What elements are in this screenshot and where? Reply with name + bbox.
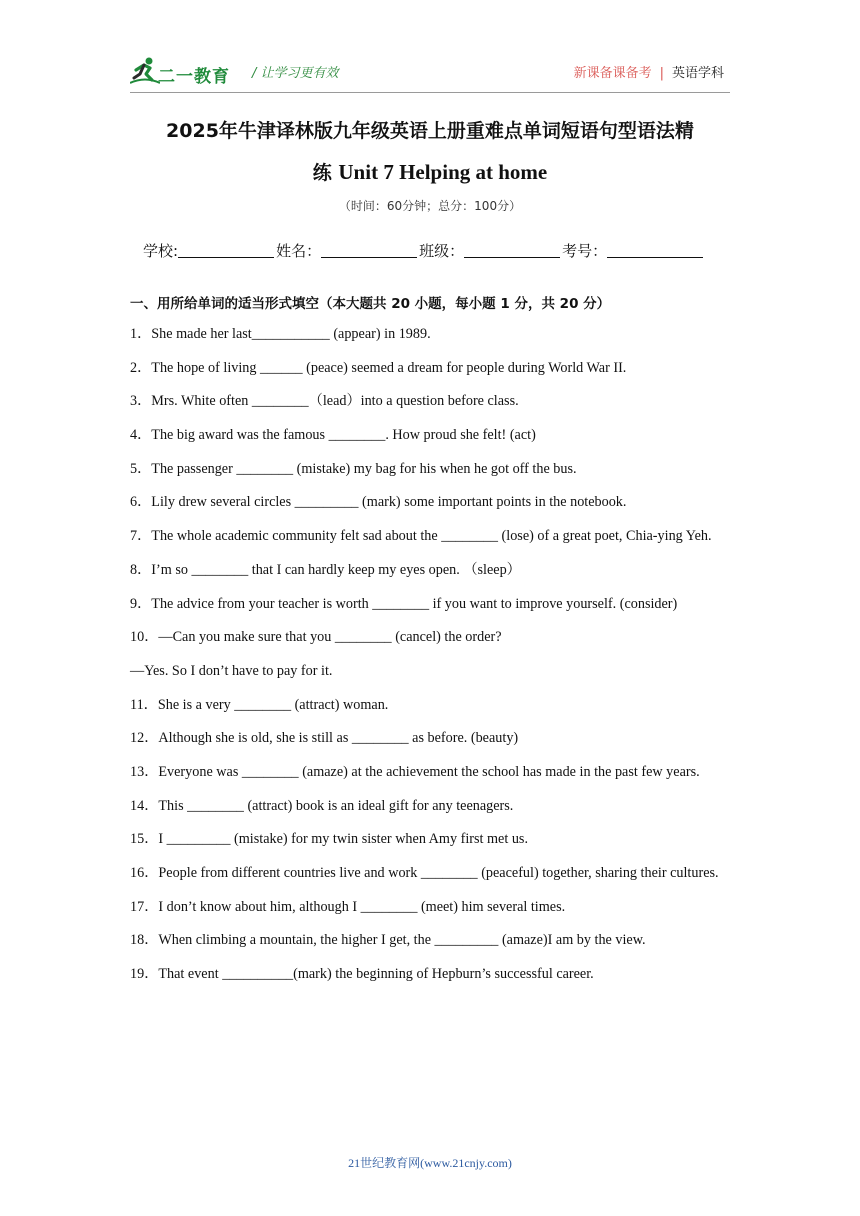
school-label: 学校: (143, 242, 179, 260)
question-13: 13．Everyone was ________ (amaze) at the achievement the school has made in the past few years. (130, 763, 700, 780)
school-blank[interactable] (178, 241, 274, 258)
title-line2-en: Unit 7 Helping at home (338, 160, 548, 184)
runner-logo-icon (130, 56, 160, 86)
exam-meta: （时间：60分钟；总分：100分） (338, 199, 522, 213)
slogan: / 让学习更有效 (252, 66, 339, 81)
class-blank[interactable] (464, 241, 560, 258)
question-1: 1．She made her last___________ (appear) in 1989. (130, 326, 431, 342)
header-subject-label: 英语学科 (671, 66, 724, 81)
question-19: 19．That event __________(mark) the beginning of Hepburn’s successful career. (130, 966, 594, 983)
question-18: 18．When climbing a mountain, the higher I get, the _________ (amaze)I am by the view. (130, 932, 646, 949)
header-right (574, 62, 724, 81)
question-2: 2．The hope of living ______ (peace) seemed a dream for people during World War II. (130, 359, 627, 376)
student-info-row (143, 240, 705, 261)
page-title-line2 (0, 158, 860, 185)
page-footer: 21世纪教育网(www.21cnjy.com) (348, 1156, 512, 1170)
question-5: 5．The passenger ________ (mistake) my bag for his when he got off the bus. (130, 460, 577, 477)
section-title: 一、用所给单词的适当形式填空（本大题共 20 小题，每小题 1 分，共 20 分） (130, 296, 611, 312)
question-9: 9．The advice from your teacher is worth ________ if you want to improve yourself. (consider) (130, 595, 678, 612)
page-header (130, 56, 730, 93)
logo-text: 二一教育 (158, 67, 230, 87)
title-line2-cn: 练 (312, 162, 339, 184)
question-10: 10．—Can you make sure that you ________ (cancel) the order? (130, 629, 502, 646)
question-12: 12．Although she is old, she is still as ________ as before. (beauty) (130, 730, 519, 747)
question-11: 11．She is a very ________ (attract) woman. (130, 696, 389, 713)
question-6: 6．Lily drew several circles _________ (mark) some important points in the notebook. (130, 494, 627, 511)
number-blank[interactable] (607, 241, 703, 258)
question-14: 14．This ________ (attract) book is an ideal gift for any teenagers. (130, 797, 514, 814)
name-label: 姓名： (276, 242, 322, 260)
question-3: 3．Mrs. White often ________（lead）into a question before class. (130, 393, 519, 410)
question-4: 4．The big award was the famous ________. How proud she felt! (act) (130, 427, 536, 444)
number-label: 考号： (562, 242, 608, 260)
class-label: 班级： (419, 242, 465, 260)
question-10-answer: —Yes. So I don’t have to pay for it. (130, 662, 333, 679)
question-list (130, 318, 734, 992)
question-15: 15．I _________ (mistake) for my twin sister when Amy first met us. (130, 831, 528, 848)
question-7: 7．The whole academic community felt sad about the ________ (lose) of a great poet, Chia-ying Yeh. (130, 528, 712, 545)
header-separator: | (659, 66, 664, 81)
name-blank[interactable] (321, 241, 417, 258)
question-8: 8．I’m so ________ that I can hardly keep my eyes open. （sleep） (130, 561, 521, 578)
question-17: 17．I don’t know about him, although I ________ (meet) him several times. (130, 898, 566, 915)
page-title-line1: 2025年牛津译林版九年级英语上册重难点单词短语句型语法精 (166, 120, 694, 142)
question-16: 16．People from different countries live and work ________ (peaceful) together, sharing their cultures. (130, 865, 719, 882)
logo (130, 56, 242, 88)
header-course-label: 新课备课备考 (573, 66, 652, 81)
